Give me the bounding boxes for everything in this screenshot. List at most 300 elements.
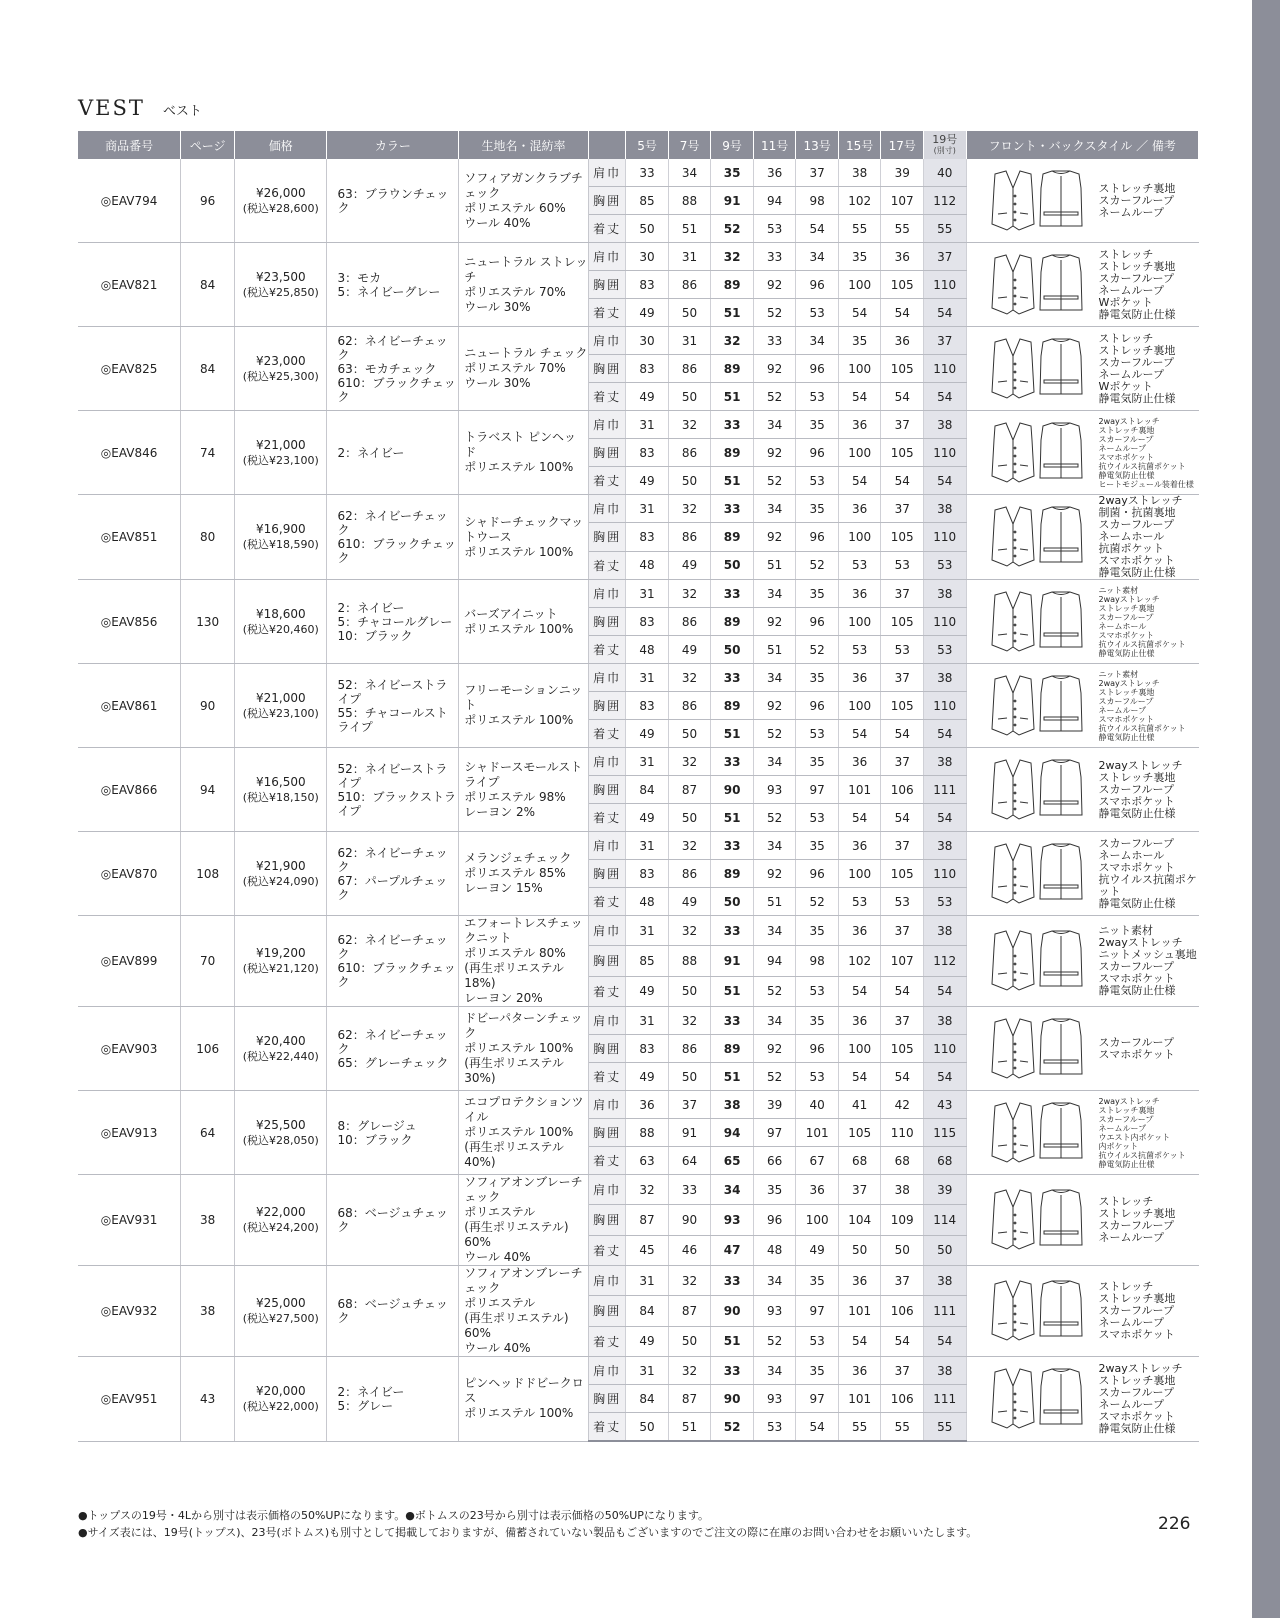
size-table [78, 131, 1199, 1442]
size-value: 36 [838, 664, 881, 692]
size-value: 37 [881, 1357, 924, 1385]
size-value: 90 [711, 776, 754, 804]
feature-note: 2wayストレッチ [1098, 936, 1183, 949]
size-value: 36 [838, 1357, 881, 1385]
size-value: 96 [753, 1205, 796, 1235]
size-value: 68 [838, 1147, 881, 1175]
feature-note: ネームループ [1098, 1316, 1164, 1329]
size-value: 36 [838, 1007, 881, 1035]
size-value: 53 [796, 720, 839, 748]
feature-note: ニット素材 [1098, 669, 1139, 679]
price-with-tax: (税込¥23,100) [242, 453, 319, 467]
size-value: 86 [668, 860, 711, 888]
feature-notes [1099, 183, 1176, 219]
size-value: 51 [753, 551, 796, 579]
measure-label: 肩巾 [588, 664, 625, 692]
size-value: 114 [923, 1205, 966, 1235]
price [235, 1266, 327, 1357]
fabric-line: ポリエステル 100% [464, 621, 574, 636]
size-value: 31 [626, 664, 669, 692]
feature-note: 抗菌ポケット [1098, 542, 1164, 555]
catalog-page: 38 [181, 1175, 235, 1266]
size-value: 51 [711, 467, 754, 495]
feature-note: ストレッチ裏地 [1098, 343, 1176, 357]
size-value: 92 [753, 355, 796, 383]
feature-note: ストレッチ裏地 [1098, 259, 1176, 273]
fabric-line: ポリエステル 80% [464, 946, 566, 960]
size-value: 54 [923, 720, 966, 748]
feature-note: ストレッチ [1098, 1195, 1154, 1208]
feature-note: 2wayストレッチ [1098, 494, 1183, 507]
size-value: 33 [668, 1175, 711, 1205]
size-value: 49 [668, 636, 711, 664]
catalog-page: 74 [181, 411, 235, 495]
size-value: 93 [711, 1205, 754, 1235]
size-value: 53 [923, 551, 966, 579]
side-band [1252, 0, 1280, 1618]
size-value: 86 [668, 1035, 711, 1063]
feature-note: 2wayストレッチ [1098, 1096, 1160, 1106]
measure-label: 胸囲 [588, 860, 625, 888]
size-value: 84 [626, 776, 669, 804]
size-value: 54 [923, 467, 966, 495]
size-value: 33 [753, 243, 796, 271]
feature-note: 静電気防止仕様 [1098, 1159, 1155, 1169]
price [235, 748, 327, 832]
table-row [78, 1357, 1199, 1385]
measure-label: 着丈 [588, 1063, 625, 1091]
size-value: 97 [796, 1385, 839, 1413]
feature-note: スカーフループ [1098, 612, 1154, 622]
fabric-line: ニュートラル ストレッチ [464, 254, 588, 284]
size-value: 32 [668, 1266, 711, 1296]
measure-label: 胸囲 [588, 692, 625, 720]
size-value: 96 [796, 271, 839, 299]
size-value: 93 [753, 1296, 796, 1326]
size-value: 50 [881, 1235, 924, 1265]
size-value: 101 [838, 1385, 881, 1413]
feature-note: スカーフループ [1098, 1304, 1174, 1317]
size-value: 34 [753, 916, 796, 946]
size-value: 49 [668, 888, 711, 916]
product-code: ◎EAV821 [78, 243, 181, 327]
header-size: 5号 [626, 131, 669, 159]
product-code: ◎EAV851 [78, 495, 181, 580]
size-value: 87 [668, 1296, 711, 1326]
catalog-page: 108 [181, 832, 235, 916]
size-value: 49 [626, 383, 669, 411]
size-value: 37 [881, 411, 924, 439]
feature-note: ストレッチ裏地 [1098, 687, 1155, 697]
size-value: 32 [668, 916, 711, 946]
size-value: 110 [923, 860, 966, 888]
measure-label: 肩巾 [588, 916, 625, 946]
fabric-line: ウール 40% [464, 1250, 531, 1264]
size-value: 51 [711, 1063, 754, 1091]
color-item: 610：ブラックチェック [337, 537, 456, 565]
price-with-tax: (税込¥23,100) [242, 706, 319, 720]
price [235, 495, 327, 580]
size-value: 50 [711, 888, 754, 916]
feature-note: スカーフループ [1098, 1114, 1154, 1124]
size-value: 38 [923, 748, 966, 776]
catalog-page: 38 [181, 1266, 235, 1357]
fabric-line: シャドーチェックマットウース [464, 514, 584, 544]
feature-notes [1099, 249, 1176, 321]
feature-note: 静電気防止仕様 [1098, 566, 1176, 579]
size-value: 38 [711, 1091, 754, 1119]
size-value: 52 [796, 551, 839, 579]
size-value: 35 [711, 159, 754, 187]
size-value: 42 [881, 1091, 924, 1119]
header-remark: フロント・バックスタイル ／ 備考 [966, 131, 1199, 159]
feature-note: ニット素材 [1098, 924, 1154, 937]
price-value: ¥20,400 [255, 1033, 306, 1048]
price-with-tax: (税込¥18,590) [242, 538, 319, 551]
color-list [327, 495, 459, 580]
color-list [327, 1266, 459, 1357]
feature-note: 抗ウイルス抗菌ポケット [1098, 461, 1186, 471]
product-code: ◎EAV903 [78, 1007, 181, 1091]
size-value: 35 [796, 832, 839, 860]
table-row [78, 664, 1199, 692]
size-value: 110 [923, 692, 966, 720]
feature-note: ストレッチ裏地 [1098, 425, 1155, 435]
feature-note: ストレッチ [1098, 1280, 1154, 1293]
fabric-line: ドビーパターンチェック [464, 1011, 583, 1040]
size-value: 31 [626, 495, 669, 523]
size-value: 38 [923, 916, 966, 946]
price-value: ¥16,900 [255, 522, 306, 536]
price [235, 916, 327, 1007]
size-value: 52 [753, 804, 796, 832]
feature-note: ストレッチ裏地 [1098, 1207, 1176, 1220]
size-value: 31 [626, 1357, 669, 1385]
price-with-tax: (税込¥25,300) [242, 369, 319, 383]
size-value: 49 [796, 1235, 839, 1265]
size-value: 49 [626, 720, 669, 748]
size-value: 38 [838, 159, 881, 187]
size-value: 33 [711, 916, 754, 946]
measure-label: 着丈 [588, 976, 625, 1006]
size-value: 53 [796, 383, 839, 411]
feature-note: 静電気防止仕様 [1098, 984, 1176, 997]
color-item: 5：ネイビーグレー [337, 284, 441, 299]
size-value: 32 [668, 1007, 711, 1035]
size-value: 88 [668, 187, 711, 215]
size-value: 55 [838, 215, 881, 243]
color-item: 510：ブラックストライプ [337, 789, 457, 818]
size-value: 39 [881, 159, 924, 187]
size-value: 101 [838, 1296, 881, 1326]
color-item: 3：モカ [337, 270, 382, 285]
color-item: 8：グレージュ [337, 1118, 417, 1133]
size-value: 37 [881, 495, 924, 523]
size-value: 92 [753, 439, 796, 467]
size-value: 31 [626, 832, 669, 860]
vest-illustration [989, 1187, 1085, 1253]
feature-notes [1099, 1037, 1175, 1061]
size-value: 34 [711, 1175, 754, 1205]
size-value: 83 [626, 608, 669, 636]
vest-illustration [989, 168, 1085, 234]
fabric-line: ウール 30% [464, 376, 531, 390]
color-list [327, 159, 459, 243]
size-value: 96 [796, 523, 839, 551]
size-value: 32 [668, 664, 711, 692]
header-size: 11号 [753, 131, 796, 159]
size-value: 51 [711, 1326, 754, 1356]
table-row [78, 159, 1199, 187]
feature-notes [1099, 333, 1176, 405]
size-value: 33 [711, 832, 754, 860]
size-value: 52 [753, 720, 796, 748]
size-value: 89 [711, 860, 754, 888]
vest-illustration [989, 841, 1085, 907]
feature-note: 静電気防止仕様 [1098, 391, 1176, 405]
size-value: 35 [796, 495, 839, 523]
measure-label: 着丈 [588, 215, 625, 243]
size-value: 34 [753, 1266, 796, 1296]
header-size: 9号 [711, 131, 754, 159]
size-value: 50 [923, 1235, 966, 1265]
size-value: 88 [626, 1119, 669, 1147]
size-value: 32 [711, 327, 754, 355]
size-value: 52 [711, 1413, 754, 1442]
size-value: 92 [753, 692, 796, 720]
color-list [327, 1091, 459, 1175]
feature-note: 静電気防止仕様 [1098, 806, 1176, 820]
size-value: 51 [711, 804, 754, 832]
fabric-line: ポリエステル 100% [464, 1041, 574, 1055]
size-value: 50 [668, 720, 711, 748]
fabric-line: レーヨン 2% [464, 804, 536, 819]
price-with-tax: (税込¥25,850) [242, 285, 319, 299]
size-value: 106 [881, 776, 924, 804]
fabric-info [459, 1175, 589, 1266]
size-value: 32 [668, 832, 711, 860]
size-value: 84 [626, 1385, 669, 1413]
feature-note: ネームループ [1098, 367, 1164, 381]
size-value: 53 [796, 299, 839, 327]
size-value: 52 [753, 299, 796, 327]
size-value: 92 [753, 608, 796, 636]
size-value: 33 [626, 159, 669, 187]
size-value: 50 [668, 467, 711, 495]
size-value: 105 [881, 860, 924, 888]
feature-note: スマホポケット [1098, 1409, 1175, 1423]
size-value: 110 [923, 1035, 966, 1063]
header-page: ページ [181, 131, 235, 159]
product-code: ◎EAV932 [78, 1266, 181, 1357]
feature-note: ストレッチ裏地 [1098, 603, 1155, 613]
measure-label: 胸囲 [588, 271, 625, 299]
size-value: 37 [923, 243, 966, 271]
fabric-info [459, 1357, 589, 1442]
size-value: 100 [838, 355, 881, 383]
feature-note: Wポケット [1098, 379, 1153, 393]
size-value: 33 [711, 664, 754, 692]
feature-note: スカーフループ [1098, 782, 1174, 796]
price-with-tax: (税込¥27,500) [242, 1312, 319, 1325]
table-row [78, 1091, 1199, 1119]
remark-cell [966, 748, 1199, 832]
size-value: 93 [753, 776, 796, 804]
product-code: ◎EAV899 [78, 916, 181, 1007]
size-value: 53 [753, 1413, 796, 1442]
size-value: 92 [753, 1035, 796, 1063]
fabric-line: ピンヘッドドビークロス [464, 1376, 584, 1406]
price-with-tax: (税込¥20,460) [242, 622, 319, 636]
remark-cell [966, 1091, 1199, 1175]
feature-notes [1099, 838, 1199, 910]
fabric-info [459, 411, 589, 495]
feature-note: 2wayストレッチ [1098, 1361, 1183, 1375]
size-value: 53 [753, 215, 796, 243]
size-value: 83 [626, 271, 669, 299]
remark-cell [966, 495, 1199, 580]
fabric-line: (再生ポリエステル) 60% [464, 1220, 569, 1249]
price-value: ¥25,500 [255, 1117, 306, 1132]
size-value: 37 [796, 159, 839, 187]
size-value: 37 [881, 916, 924, 946]
color-item: 610：ブラックチェック [337, 375, 456, 404]
size-value: 33 [711, 1266, 754, 1296]
color-item: 2：ネイビー [337, 1384, 405, 1399]
size-value: 51 [711, 299, 754, 327]
fabric-line: ポリエステル 70% [464, 361, 566, 375]
size-value: 86 [668, 608, 711, 636]
size-value: 54 [838, 1063, 881, 1091]
header-size: 7号 [668, 131, 711, 159]
color-list [327, 327, 459, 411]
catalog-page: 84 [181, 327, 235, 411]
header-fabric: 生地名・混紡率 [459, 131, 589, 159]
price-value: ¥23,000 [255, 353, 306, 368]
measure-label: 肩巾 [588, 1266, 625, 1296]
price-value: ¥21,000 [255, 437, 306, 452]
size-value: 36 [838, 916, 881, 946]
color-item: 65：グレーチェック [337, 1055, 449, 1070]
size-value: 36 [838, 495, 881, 523]
size-value: 36 [838, 1266, 881, 1296]
size-value: 37 [881, 832, 924, 860]
size-value: 33 [711, 411, 754, 439]
size-value: 53 [796, 804, 839, 832]
fabric-info [459, 664, 589, 748]
vest-illustration [989, 336, 1085, 402]
size-value: 97 [796, 776, 839, 804]
product-code: ◎EAV931 [78, 1175, 181, 1266]
size-value: 89 [711, 523, 754, 551]
feature-notes [1099, 586, 1186, 658]
price [235, 327, 327, 411]
size-value: 54 [881, 467, 924, 495]
measure-label: 肩巾 [588, 1175, 625, 1205]
measure-label: 肩巾 [588, 1357, 625, 1385]
size-value: 54 [923, 976, 966, 1006]
fabric-line: ウール 40% [464, 215, 531, 230]
feature-note: 抗ウイルス抗菌ポケット [1098, 723, 1186, 733]
size-value: 85 [626, 946, 669, 976]
size-value: 105 [881, 523, 924, 551]
size19-note: (別寸) [933, 146, 956, 155]
measure-label: 胸囲 [588, 1205, 625, 1235]
feature-note: 静電気防止仕様 [1098, 470, 1155, 480]
size-value: 36 [838, 832, 881, 860]
feature-note: スマホポケット [1098, 630, 1154, 640]
size-value: 94 [753, 187, 796, 215]
size-value: 53 [838, 551, 881, 579]
size-value: 54 [881, 1326, 924, 1356]
size-value: 90 [711, 1385, 754, 1413]
header-measure [588, 131, 625, 159]
feature-note: ネームループ [1098, 1123, 1147, 1133]
feature-note: ニット素材 [1098, 585, 1139, 595]
size-value: 54 [881, 720, 924, 748]
remark-cell [966, 832, 1199, 916]
table-row [78, 916, 1199, 946]
measure-label: 肩巾 [588, 832, 625, 860]
size-value: 101 [796, 1119, 839, 1147]
feature-note: ネームループ [1098, 1231, 1164, 1244]
size-value: 97 [753, 1119, 796, 1147]
size-value: 110 [923, 355, 966, 383]
size-value: 36 [838, 748, 881, 776]
size-value: 35 [838, 327, 881, 355]
page-number: 226 [1158, 1514, 1191, 1534]
size-value: 51 [668, 1413, 711, 1442]
feature-note: スカーフループ [1098, 193, 1174, 207]
size-value: 55 [838, 1413, 881, 1442]
remark-cell [966, 916, 1199, 1007]
header-price: 価格 [235, 131, 327, 159]
price [235, 1007, 327, 1091]
size-value: 38 [923, 495, 966, 523]
size-value: 34 [796, 327, 839, 355]
color-list [327, 1357, 459, 1442]
size-value: 54 [796, 215, 839, 243]
fabric-line: エコプロテクションツイル [464, 1095, 584, 1124]
price-with-tax: (税込¥28,600) [242, 201, 319, 215]
fabric-line: ポリエステル 100% [464, 460, 574, 474]
size-value: 49 [626, 1326, 669, 1356]
size-value: 53 [838, 636, 881, 664]
feature-note: スマホポケット [1098, 714, 1154, 724]
measure-label: 胸囲 [588, 1385, 625, 1413]
measure-label: 胸囲 [588, 439, 625, 467]
size-value: 33 [753, 327, 796, 355]
feature-note: ウエスト内ポケット [1098, 1132, 1171, 1142]
catalog-page: 94 [181, 748, 235, 832]
size-value: 51 [668, 215, 711, 243]
feature-notes [1099, 495, 1183, 579]
measure-label: 肩巾 [588, 243, 625, 271]
color-item: 2：ネイビー [337, 600, 405, 615]
measure-label: 着丈 [588, 467, 625, 495]
size-value: 105 [881, 271, 924, 299]
size-value: 54 [923, 383, 966, 411]
fabric-line: ウール 40% [464, 1341, 531, 1355]
header-size-19 [923, 131, 966, 159]
size-value: 92 [753, 523, 796, 551]
size-value: 100 [838, 1035, 881, 1063]
table-row [78, 495, 1199, 523]
feature-note: 2wayストレッチ [1098, 594, 1160, 604]
size-value: 35 [796, 1007, 839, 1035]
price-with-tax: (税込¥22,440) [242, 1049, 319, 1063]
size-value: 53 [923, 636, 966, 664]
